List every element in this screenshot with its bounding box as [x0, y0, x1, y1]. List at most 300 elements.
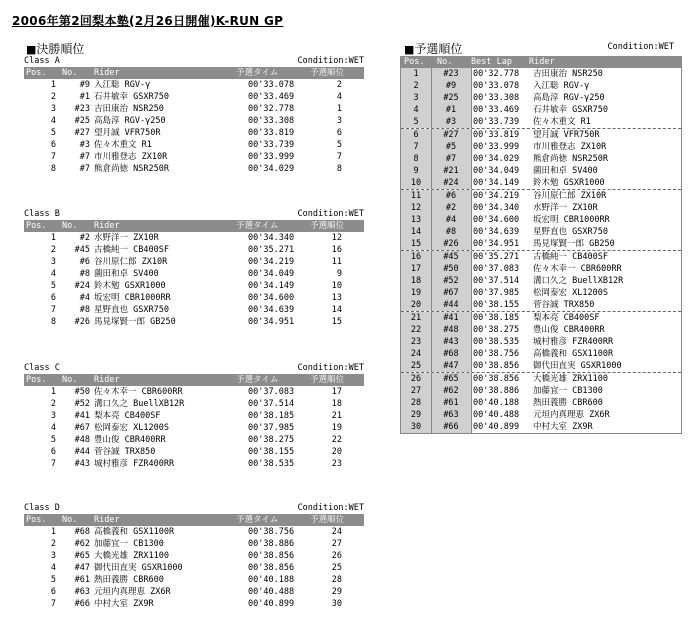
row-time: 00'35.271: [248, 245, 295, 255]
qualifying-table: [400, 56, 682, 434]
row-rank: 28: [331, 575, 342, 585]
row-rider: 熊倉尚徳 NSR250R: [94, 164, 169, 174]
col-rider: Rider: [94, 375, 120, 385]
row-time: 00'34.219: [248, 257, 295, 267]
row-pos: 4: [50, 116, 56, 126]
row-no: #2: [79, 233, 90, 243]
row-no: #68: [443, 349, 459, 359]
row-rank: 5: [336, 140, 342, 150]
row-time: 00'38.856: [248, 563, 295, 573]
row-time: 00'33.469: [248, 92, 295, 102]
column-divider: [471, 190, 472, 202]
final-heading: [26, 40, 84, 57]
row-time: 00'37.985: [248, 423, 295, 433]
table-row: [401, 214, 681, 226]
row-rank: 18: [331, 399, 342, 409]
row-time: 00'38.185: [248, 411, 295, 421]
row-time: 00'34.029: [248, 164, 295, 174]
row-time: 00'37.083: [248, 387, 295, 397]
row-no: #26: [74, 317, 90, 327]
table-row: [24, 398, 364, 410]
col-qual-time: 予選タイム: [236, 68, 279, 78]
row-rider: 中村大室 ZX9R: [533, 422, 593, 432]
table-row: [24, 256, 364, 268]
row-no: #3: [79, 140, 90, 150]
table-row: [24, 163, 364, 175]
row-pos: 7: [50, 305, 56, 315]
table-row: [24, 422, 364, 434]
table-row: [401, 311, 681, 324]
table-row: [401, 275, 681, 287]
column-divider: [471, 92, 472, 104]
table-row: [24, 446, 364, 458]
row-time: 00'38.155: [248, 447, 295, 457]
table-row: [24, 127, 364, 139]
row-time: 00'33.078: [248, 80, 295, 90]
row-rider: 望月誠 VFR750R: [533, 130, 600, 140]
table-row: [401, 104, 681, 116]
column-divider: [471, 336, 472, 348]
class-header: [24, 503, 364, 514]
col-qual-time: 予選タイム: [236, 515, 279, 525]
row-best-lap: 00'35.271: [473, 252, 520, 262]
row-no: #67: [74, 423, 90, 433]
row-rider: 溝口久之 BuellXB12R: [533, 276, 624, 286]
row-time: 00'34.049: [248, 269, 295, 279]
row-no: #62: [443, 386, 459, 396]
row-pos: 5: [50, 575, 56, 585]
row-no: #66: [443, 422, 459, 432]
col-qual-rank: 予選順位: [310, 68, 345, 78]
row-time: 00'34.951: [248, 317, 295, 327]
column-divider: [471, 202, 472, 214]
row-no: #66: [74, 599, 90, 609]
square-bullet-icon: ■: [404, 43, 415, 56]
row-rank: 30: [331, 599, 342, 609]
row-rank: 2: [336, 80, 342, 90]
row-no: #47: [74, 563, 90, 573]
row-rider: 佐々木重文 R1: [533, 117, 591, 127]
row-rider: 坂宏明 CBR1000RR: [533, 215, 610, 225]
row-no: #41: [74, 411, 90, 421]
class-block: [24, 56, 364, 175]
row-pos: 7: [50, 459, 56, 469]
row-pos: 3: [413, 93, 419, 103]
row-rank: 17: [331, 387, 342, 397]
row-rank: 22: [331, 435, 342, 445]
column-divider: [471, 287, 472, 299]
final-heading-text: 決勝順位: [36, 42, 85, 56]
row-no: #8: [445, 227, 457, 237]
row-no: #1: [445, 105, 457, 115]
row-rider: 馬見塚賢一郎 GB250: [94, 317, 176, 327]
row-no: #50: [74, 387, 90, 397]
row-best-lap: 00'34.029: [473, 154, 520, 164]
row-rider: 入江聡 RGV-γ: [94, 80, 151, 90]
class-condition: Condition:WET: [297, 503, 364, 513]
col-no: No.: [62, 515, 78, 525]
row-pos: 8: [50, 164, 56, 174]
row-no: #63: [443, 410, 459, 420]
row-no: #52: [74, 399, 90, 409]
column-divider: [471, 238, 472, 250]
row-rider: 梨本亮 CB400SF: [533, 313, 600, 323]
table-row: [24, 598, 364, 610]
row-rider: 熱田義勝 CBR600: [533, 398, 603, 408]
table-row: [24, 410, 364, 422]
row-rider: 菅谷誠 TRX850: [533, 300, 595, 310]
row-pos: 2: [413, 81, 419, 91]
row-pos: 3: [50, 411, 56, 421]
table-row: [24, 151, 364, 163]
row-no: #61: [74, 575, 90, 585]
row-no: #63: [74, 587, 90, 597]
row-pos: 2: [50, 399, 56, 409]
class-table-header: [24, 514, 364, 526]
class-table-header: [24, 67, 364, 79]
row-no: #4: [445, 215, 457, 225]
row-rider: 谷川原仁郎 ZX10R: [94, 257, 168, 267]
table-row: [24, 316, 364, 328]
table-row: [401, 385, 681, 397]
table-row: [401, 116, 681, 128]
class-table-header: [24, 220, 364, 232]
row-no: #1: [79, 92, 90, 102]
table-row: [401, 189, 681, 202]
row-best-lap: 00'34.340: [473, 203, 520, 213]
class-condition: Condition:WET: [297, 363, 364, 373]
table-row: [24, 103, 364, 115]
table-row: [401, 80, 681, 92]
row-rank: 9: [336, 269, 342, 279]
row-no: #47: [443, 361, 459, 371]
qualifying-rows: [401, 68, 681, 433]
row-rider: 元垣内真理恵 ZX6R: [533, 410, 610, 420]
row-no: #41: [443, 313, 459, 323]
row-best-lap: 00'33.308: [473, 93, 520, 103]
row-best-lap: 00'32.778: [473, 69, 520, 79]
column-divider: [471, 421, 472, 433]
table-row: [24, 268, 364, 280]
row-pos: 8: [50, 317, 56, 327]
row-rider: 入江聡 RGV-γ: [533, 81, 590, 91]
column-divider: [471, 153, 472, 165]
row-rider: 水野洋一 ZX10R: [533, 203, 598, 213]
qualifying-heading-text: 予選順位: [414, 42, 463, 56]
row-pos: 2: [50, 92, 56, 102]
row-time: 00'38.856: [248, 551, 295, 561]
row-time: 00'34.340: [248, 233, 295, 243]
table-row: [401, 372, 681, 385]
row-rank: 1: [336, 104, 342, 114]
row-pos: 10: [410, 178, 422, 188]
row-rider: 御代田直実 GSXR1000: [94, 563, 183, 573]
column-divider: [471, 409, 472, 421]
row-time: 00'38.886: [248, 539, 295, 549]
row-rank: 6: [336, 128, 342, 138]
column-divider: [471, 373, 472, 385]
row-pos: 9: [413, 166, 419, 176]
row-no: #25: [74, 116, 90, 126]
row-rank: 7: [336, 152, 342, 162]
row-best-lap: 00'37.083: [473, 264, 520, 274]
table-row: [24, 574, 364, 586]
row-time: 00'38.275: [248, 435, 295, 445]
row-no: #25: [443, 93, 459, 103]
row-rider: 大橋光雄 ZRX1100: [94, 551, 169, 561]
row-rank: 23: [331, 459, 342, 469]
class-block: [24, 209, 364, 328]
row-no: #26: [443, 239, 459, 249]
row-pos: 6: [413, 130, 419, 140]
table-row: [24, 292, 364, 304]
row-best-lap: 00'34.951: [473, 239, 520, 249]
row-best-lap: 00'34.149: [473, 178, 520, 188]
row-rider: 御代田直実 GSXR1000: [533, 361, 622, 371]
row-no: #24: [74, 281, 90, 291]
column-divider: [471, 263, 472, 275]
row-rider: 石井敏幸 GSXR750: [533, 105, 608, 115]
row-best-lap: 00'33.078: [473, 81, 520, 91]
table-row: [401, 421, 681, 433]
row-pos: 7: [413, 142, 419, 152]
row-pos: 28: [410, 398, 422, 408]
col-pos: Pos.: [404, 57, 425, 67]
row-rank: 13: [331, 293, 342, 303]
row-rank: 11: [331, 257, 342, 267]
row-rider: 高橋義和 GSX1100R: [533, 349, 614, 359]
table-row: [24, 458, 364, 470]
row-rider: 薗田和卓 SV400: [94, 269, 159, 279]
col-qual-time: 予選タイム: [236, 375, 279, 385]
row-rider: 市川雅登志 ZX10R: [94, 152, 168, 162]
row-time: 00'38.535: [248, 459, 295, 469]
row-pos: 25: [410, 361, 422, 371]
row-no: #52: [443, 276, 459, 286]
row-rider: 大橋光雄 ZRX1100: [533, 374, 608, 384]
row-time: 00'33.308: [248, 116, 295, 126]
row-rider: 星野直也 GSXR750: [94, 305, 169, 315]
table-row: [401, 263, 681, 275]
row-rank: 3: [336, 116, 342, 126]
row-pos: 1: [50, 233, 56, 243]
row-no: #23: [443, 69, 459, 79]
row-pos: 19: [410, 288, 422, 298]
row-no: #45: [74, 245, 90, 255]
row-rider: 高島淳 RGV-γ250: [533, 93, 605, 103]
table-row: [24, 586, 364, 598]
row-rider: 豊山俊 CBR400RR: [533, 325, 605, 335]
table-row: [401, 299, 681, 311]
row-rider: 佐々木幸一 CBR600RR: [94, 387, 183, 397]
row-rider: 谷川原仁郎 ZX10R: [533, 191, 607, 201]
column-divider: [471, 348, 472, 360]
row-pos: 1: [50, 387, 56, 397]
row-no: #68: [74, 527, 90, 537]
row-no: #7: [445, 154, 457, 164]
row-pos: 12: [410, 203, 422, 213]
col-rider: Rider: [94, 68, 120, 78]
row-rider: 佐々木重文 R1: [94, 140, 152, 150]
row-rider: 高島淳 RGV-γ250: [94, 116, 166, 126]
row-rider: 高橋義和 GSX1100R: [94, 527, 175, 537]
row-rider: 梨本亮 CB400SF: [94, 411, 161, 421]
row-rank: 19: [331, 423, 342, 433]
col-rider: Rider: [529, 57, 555, 67]
row-pos: 20: [410, 300, 422, 310]
row-rank: 20: [331, 447, 342, 457]
table-row: [24, 91, 364, 103]
row-best-lap: 00'40.899: [473, 422, 520, 432]
row-pos: 27: [410, 386, 422, 396]
class-condition: Condition:WET: [297, 56, 364, 66]
row-rank: 26: [331, 551, 342, 561]
class-name: Class D: [24, 503, 60, 513]
row-best-lap: 00'38.185: [473, 313, 520, 323]
row-rider: 市川雅登志 ZX10R: [533, 142, 607, 152]
row-pos: 4: [50, 423, 56, 433]
col-no: No.: [437, 57, 453, 67]
row-pos: 4: [413, 105, 419, 115]
row-pos: 8: [413, 154, 419, 164]
col-no: No.: [62, 375, 78, 385]
table-row: [401, 409, 681, 421]
row-rider: 石井敏幸 GSXR750: [94, 92, 169, 102]
table-row: [24, 562, 364, 574]
class-header: [24, 56, 364, 67]
row-rank: 8: [336, 164, 342, 174]
table-row: [401, 360, 681, 372]
row-rank: 4: [336, 92, 342, 102]
col-no: No.: [62, 68, 78, 78]
row-pos: 5: [413, 117, 419, 127]
row-time: 00'40.899: [248, 599, 295, 609]
row-best-lap: 00'38.856: [473, 374, 520, 384]
row-time: 00'32.778: [248, 104, 295, 114]
table-row: [24, 538, 364, 550]
row-pos: 13: [410, 215, 422, 225]
table-row: [401, 348, 681, 360]
row-rank: 10: [331, 281, 342, 291]
row-no: #9: [445, 81, 457, 91]
row-rider: 熊倉尚徳 NSR250R: [533, 154, 608, 164]
row-pos: 3: [50, 104, 56, 114]
column-divider: [471, 397, 472, 409]
table-row: [401, 165, 681, 177]
row-pos: 1: [50, 527, 56, 537]
row-no: #27: [74, 128, 90, 138]
row-best-lap: 00'40.488: [473, 410, 520, 420]
row-best-lap: 00'38.535: [473, 337, 520, 347]
class-name: Class A: [24, 56, 60, 66]
row-no: #7: [79, 152, 90, 162]
row-no: #65: [74, 551, 90, 561]
row-best-lap: 00'38.275: [473, 325, 520, 335]
row-best-lap: 00'34.049: [473, 166, 520, 176]
row-pos: 6: [50, 587, 56, 597]
row-rider: 古橋純一 CB400SF: [533, 252, 608, 262]
row-best-lap: 00'38.756: [473, 349, 520, 359]
row-pos: 6: [50, 293, 56, 303]
row-pos: 4: [50, 269, 56, 279]
row-no: #43: [74, 459, 90, 469]
row-rank: 16: [331, 245, 342, 255]
row-pos: 7: [50, 152, 56, 162]
col-pos: Pos.: [26, 375, 47, 385]
row-pos: 6: [50, 447, 56, 457]
row-rider: 菅谷誠 TRX850: [94, 447, 156, 457]
col-qual-rank: 予選順位: [310, 515, 345, 525]
col-no: No.: [62, 221, 78, 231]
row-pos: 17: [410, 264, 422, 274]
row-pos: 24: [410, 349, 422, 359]
square-bullet-icon: ■: [26, 43, 37, 56]
row-no: #7: [79, 164, 90, 174]
row-no: #43: [443, 337, 459, 347]
row-no: #2: [445, 203, 457, 213]
col-rider: Rider: [94, 515, 120, 525]
row-time: 00'33.999: [248, 152, 295, 162]
row-no: #9: [79, 80, 90, 90]
row-best-lap: 00'33.469: [473, 105, 520, 115]
row-no: #48: [443, 325, 459, 335]
column-divider: [471, 141, 472, 153]
table-row: [401, 153, 681, 165]
row-rank: 24: [331, 527, 342, 537]
row-no: #8: [79, 305, 90, 315]
row-rider: 吉田康治 NSR250: [94, 104, 164, 114]
row-pos: 2: [50, 539, 56, 549]
row-rider: 望月誠 VFR750R: [94, 128, 161, 138]
row-time: 00'38.756: [248, 527, 295, 537]
table-row: [401, 68, 681, 80]
column-divider: [471, 177, 472, 189]
row-rider: 溝口久之 BuellXB12R: [94, 399, 185, 409]
row-rank: 25: [331, 563, 342, 573]
row-pos: 1: [50, 80, 56, 90]
row-no: #67: [443, 288, 459, 298]
qualifying-header: [401, 56, 681, 68]
row-rider: 松岡泰宏 XL1200S: [94, 423, 169, 433]
row-rank: 21: [331, 411, 342, 421]
row-rider: 水野洋一 ZX10R: [94, 233, 159, 243]
row-rider: 加藤宜一 CB1300: [94, 539, 164, 549]
row-no: #4: [79, 293, 90, 303]
row-time: 00'34.149: [248, 281, 295, 291]
row-rider: 坂宏明 CBR1000RR: [94, 293, 171, 303]
qualifying-heading: [404, 40, 462, 57]
row-best-lap: 00'34.219: [473, 191, 520, 201]
table-row: [401, 128, 681, 141]
row-pos: 5: [50, 281, 56, 291]
row-best-lap: 00'38.155: [473, 300, 520, 310]
class-header: [24, 363, 364, 374]
row-pos: 26: [410, 374, 422, 384]
table-row: [401, 92, 681, 104]
row-best-lap: 00'33.819: [473, 130, 520, 140]
column-divider: [471, 214, 472, 226]
col-pos: Pos.: [26, 515, 47, 525]
row-pos: 15: [410, 239, 422, 249]
row-rider: 元垣内真理恵 ZX6R: [94, 587, 171, 597]
row-pos: 7: [50, 599, 56, 609]
table-row: [24, 280, 364, 292]
column-divider: [471, 275, 472, 287]
column-divider: [471, 80, 472, 92]
row-best-lap: 00'38.856: [473, 361, 520, 371]
class-table-header: [24, 374, 364, 386]
table-row: [401, 202, 681, 214]
